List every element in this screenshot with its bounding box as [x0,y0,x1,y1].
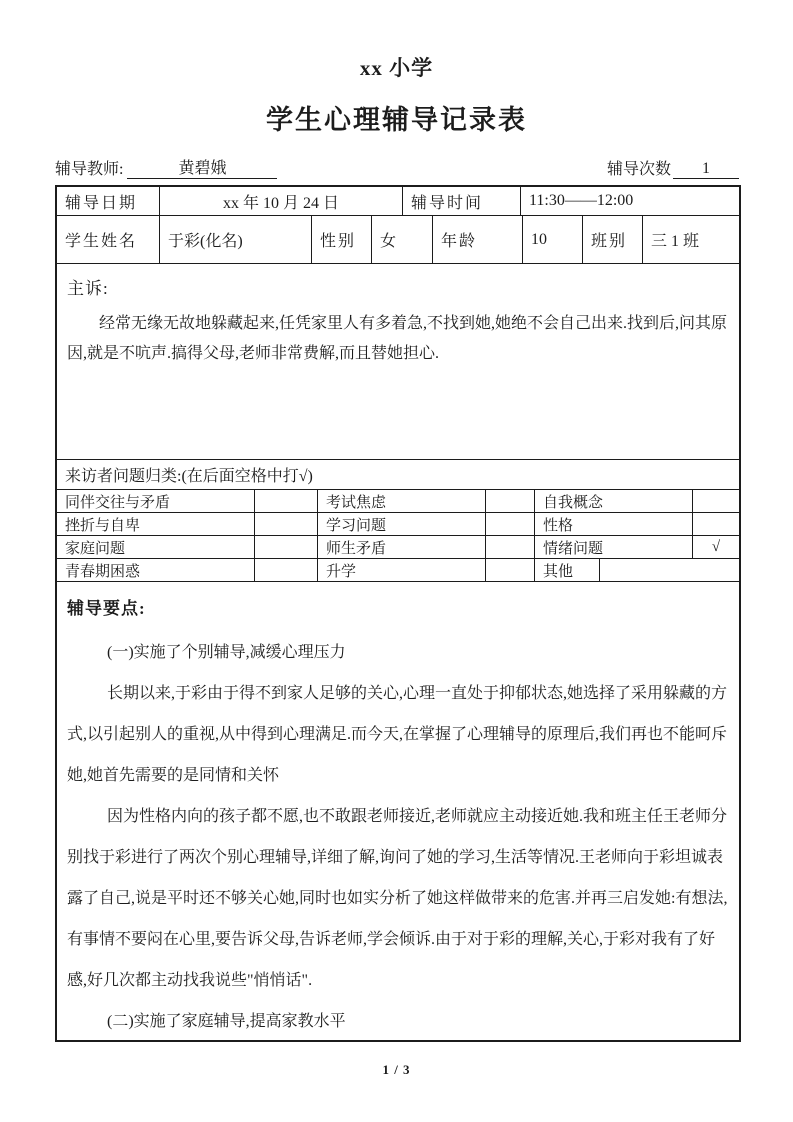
classification-row-2 [57,513,739,536]
row-date-time [57,187,739,216]
sessions-count-value: 1 [673,160,739,179]
problem-label-frustration: 挫折与自卑 [57,513,255,535]
problem-label-emotion: 情绪问题 [535,536,693,558]
check-cell-personality [693,513,739,535]
problem-label-exam-anxiety: 考试焦虑 [318,490,486,512]
student-name-value: 于彩(化名) [160,216,312,263]
time-label: 辅导时间 [403,187,521,215]
class-value: 三 1 班 [651,233,700,250]
school-name: xx 小学 [359,56,434,80]
check-cell-frustration [255,513,318,535]
classification-row-1 [57,490,739,513]
form-title: 学生心理辅导记录表 [266,105,527,135]
check-cell-peer-conflict [255,490,318,512]
key-points-text [67,632,729,1042]
problem-label-other: 其他 [535,559,600,581]
problem-label-peer-conflict: 同伴交往与矛盾 [57,490,255,512]
problem-label-self-concept: 自我概念 [535,490,693,512]
chief-complaint-label: 主诉: [67,279,109,298]
problem-label-learning: 学习问题 [318,513,486,535]
chief-complaint-text: 经常无缘无故地躲藏起来,任凭家里人有多着急,不找到她,她绝不会自己出来.找到后,问其原因,就是不吭声.搞得父母,老师非常费解,而且替她担心. [67,315,728,362]
problem-label-further-study: 升学 [318,559,486,581]
sessions-field [607,156,739,179]
page-number: 1 / 3 [382,1062,411,1077]
counseling-record-table [55,185,741,1042]
key-points-paragraph-4: (二)实施了家庭辅导,提高家教水平 [107,1013,346,1030]
check-cell-emotion-checked: √ [711,538,721,555]
sessions-label: 辅导次数 [606,161,671,178]
gender-label: 性别 [312,216,372,263]
check-cell-further-study [486,559,535,581]
row-student-info [57,216,739,264]
problem-label-puberty: 青春期困惑 [57,559,255,581]
chief-complaint-section [57,264,739,460]
key-points-paragraph-1: (一)实施了个别辅导,减缓心理压力 [107,644,346,661]
age-value: 10 [523,216,583,263]
check-cell-self-concept [693,490,739,512]
problem-label-personality: 性格 [535,513,693,535]
date-value: xx 年 10 月 24 日 [160,187,403,215]
meta-row [55,155,739,179]
problem-label-family: 家庭问题 [57,536,255,558]
key-points-label: 辅导要点: [67,599,146,618]
check-cell-teacher-student [486,536,535,558]
date-label: 辅导日期 [57,187,160,215]
class-label: 班别 [583,216,643,263]
check-cell-exam-anxiety [486,490,535,512]
gender-value: 女 [372,216,433,263]
student-name-label: 学生姓名 [57,216,160,263]
teacher-field [55,155,277,179]
key-points-paragraph-2: 长期以来,于彩由于得不到家人足够的关心,心理一直处于抑郁状态,她选择了采用躲藏的方式,以引起别人的重视,从中得到心理满足.而今天,在掌握了心理辅导的原理后,我们再也不能呵斥她,她首先需要的是同情和关怀 [67,685,728,784]
classification-row-3 [57,536,739,559]
teacher-label: 辅导教师: [55,161,124,178]
teacher-name-value: 黄碧娥 [127,155,277,179]
classification-header-row [57,460,739,490]
key-points-paragraph-3: 因为性格内向的孩子都不愿,也不敢跟老师接近,老师就应主动接近她.我和班主任王老师分别找于彩进行了两次个别心理辅导,详细了解,询问了她的学习,生活等情况.王老师向于彩坦诚表露了自己,说是平时还不够关心她,同时也如实分析了她这样做带来的危害.并再三启发她:有想法,有事情不要闷在心里,要告诉父母,告诉老师,学会倾诉.由于对于彩的理解,关心,于彩对我有了好感,好几次都主动找我说些"悄悄话". [67,808,728,989]
check-cell-other [600,559,739,581]
classification-row-4 [57,559,739,582]
problem-label-teacher-student: 师生矛盾 [318,536,486,558]
time-value: 11:30——12:00 [529,192,634,209]
classification-header-label: 来访者问题归类:(在后面空格中打√) [65,468,313,485]
key-points-section [57,582,739,1040]
age-label: 年龄 [433,216,523,263]
check-cell-family [255,536,318,558]
check-cell-puberty [255,559,318,581]
check-cell-learning [486,513,535,535]
